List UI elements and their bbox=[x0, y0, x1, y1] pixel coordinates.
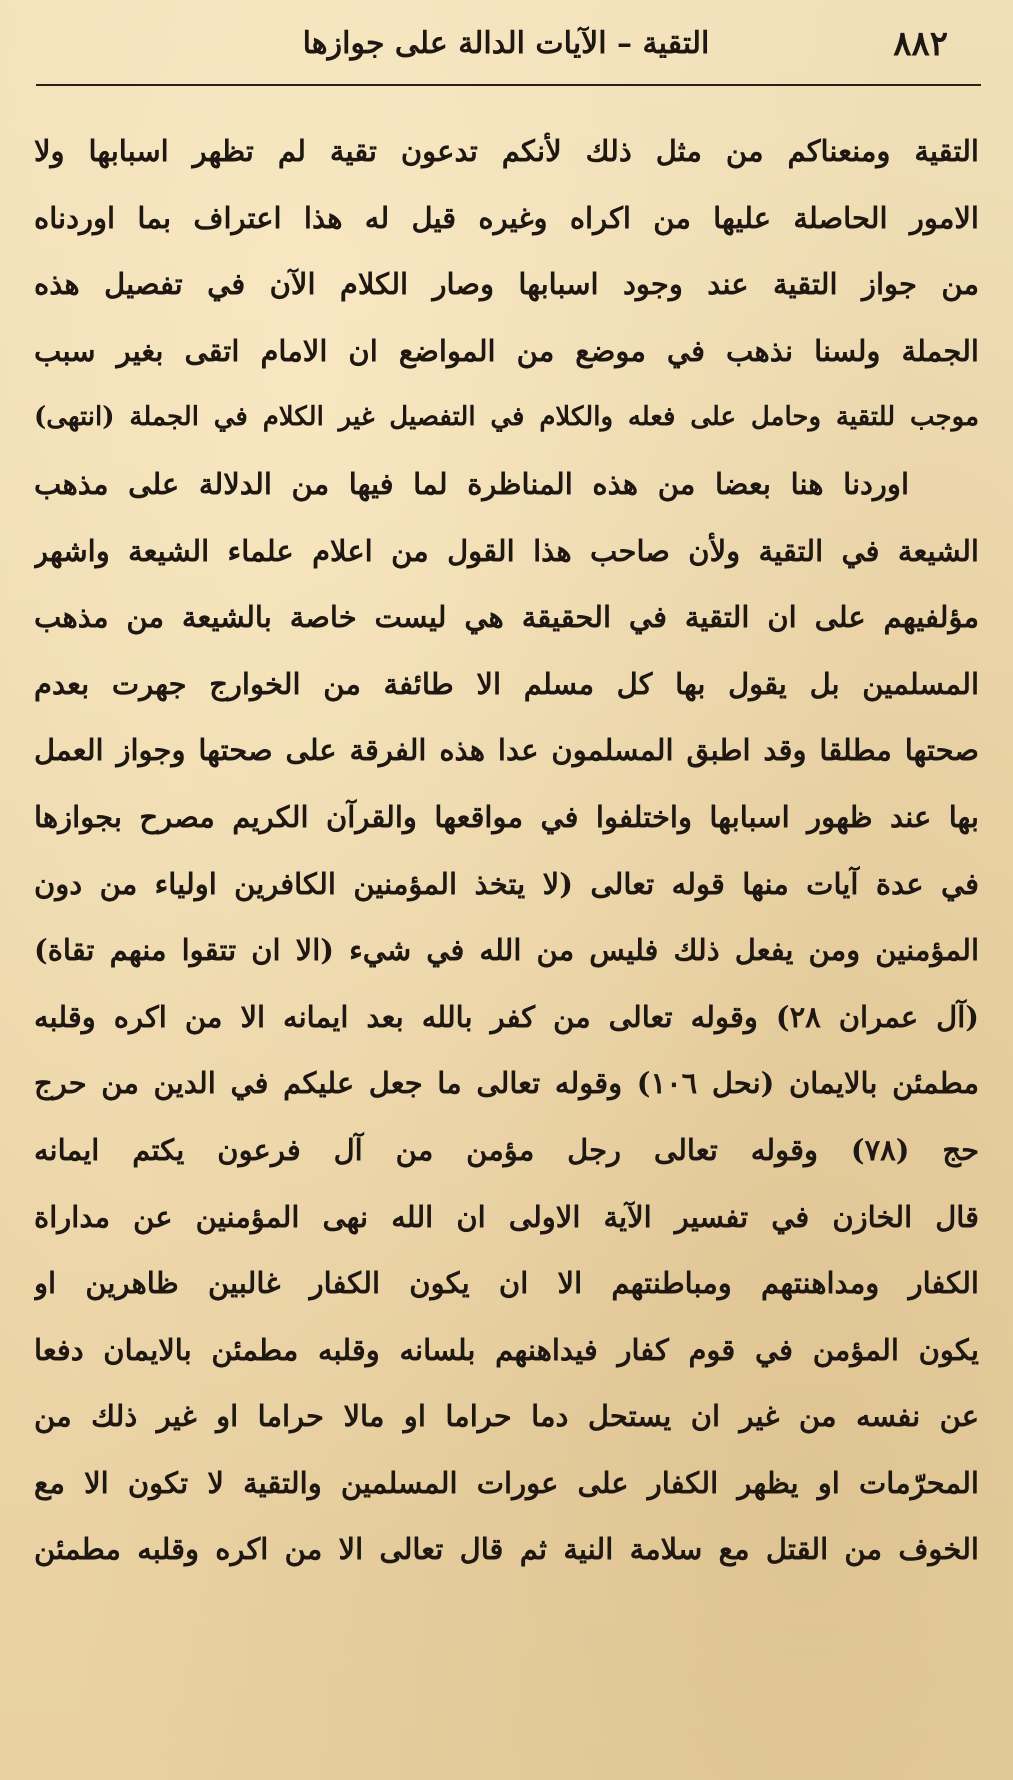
text-line: موجب للتقية وحامل على فعله والكلام في التفصيل غير الكلام في الجملة (انتهى) bbox=[34, 402, 979, 433]
running-title: التقية – الآيات الدالة على جوازها bbox=[302, 26, 710, 61]
text-line: قال الخازن في تفسير الآية الاولى ان الله نهى المؤمنين عن مداراة bbox=[34, 1199, 979, 1234]
text-line: (آل عمران ٢٨) وقوله تعالى من كفر بالله بعد ايمانه الا من اكره وقلبه bbox=[34, 999, 979, 1034]
text-line: مطمئن بالايمان (نحل ١٠٦) وقوله تعالى ما جعل عليكم في الدين من حرج bbox=[34, 1066, 979, 1101]
text-line: مؤلفيهم على ان التقية في الحقيقة هي ليست خاصة بالشيعة من مذهب bbox=[34, 600, 979, 635]
paragraph-start-line: اوردنا هنا بعضا من هذه المناظرة لما فيها من الدلالة على مذهب bbox=[34, 466, 909, 501]
text-line: حج (٧٨) وقوله تعالى رجل مؤمن من آل فرعون يكتم ايمانه bbox=[34, 1132, 979, 1167]
text-line: عن نفسه من غير ان يستحل دما حراما او مالا حراما او غير ذلك من bbox=[34, 1399, 979, 1434]
text-line: صحتها مطلقا وقد اطبق المسلمون عدا هذه الفرقة على صحتها وجواز العمل bbox=[34, 733, 979, 768]
text-line: من جواز التقية عند وجود اسبابها وصار الكلام الآن في تفصيل هذه bbox=[34, 267, 979, 302]
text-line: الخوف من القتل مع سلامة النية ثم قال تعالى الا من اكره وقلبه مطمئن bbox=[34, 1532, 979, 1567]
text-line: الامور الحاصلة عليها من اكراه وغيره قيل له هذا اعتراف بما اوردناه bbox=[34, 200, 979, 235]
text-line: المحرّمات او يظهر الكفار على عورات المسلمين والتقية لا تكون الا مع bbox=[34, 1465, 979, 1500]
text-line: الكفار ومداهنتهم ومباطنتهم الا ان يكون الكفار غالبين ظاهرين او bbox=[34, 1266, 979, 1301]
text-line: المسلمين بل يقول بها كل مسلم الا طائفة من الخوارج جهرت بعدم bbox=[34, 666, 979, 701]
text-line: المؤمنين ومن يفعل ذلك فليس من الله في شيء (الا ان تتقوا منهم تقاة) bbox=[34, 933, 979, 968]
text-line: الجملة ولسنا نذهب في موضع من المواضع ان الامام اتقى بغير سبب bbox=[34, 333, 979, 368]
text-line: يكون المؤمن في قوم كفار فيداهنهم بلسانه وقلبه مطمئن بالايمان دفعا bbox=[34, 1332, 979, 1367]
page-number: ٨٨٢ bbox=[893, 24, 948, 64]
page-header bbox=[36, 18, 976, 74]
text-line: الشيعة في التقية ولأن صاحب هذا القول من اعلام علماء الشيعة واشهر bbox=[34, 533, 979, 568]
body-text bbox=[34, 118, 979, 1583]
text-line: بها عند ظهور اسبابها واختلفوا في مواقعها والقرآن الكريم مصرح بجوازها bbox=[34, 799, 979, 834]
text-line: في عدة آيات منها قوله تعالى (لا يتخذ المؤمنين الكافرين اولياء من دون bbox=[34, 866, 979, 901]
text-line: التقية ومنعناكم من مثل ذلك لأنكم تدعون تقية لم تظهر اسبابها ولا bbox=[34, 134, 979, 168]
header-divider bbox=[36, 84, 981, 86]
